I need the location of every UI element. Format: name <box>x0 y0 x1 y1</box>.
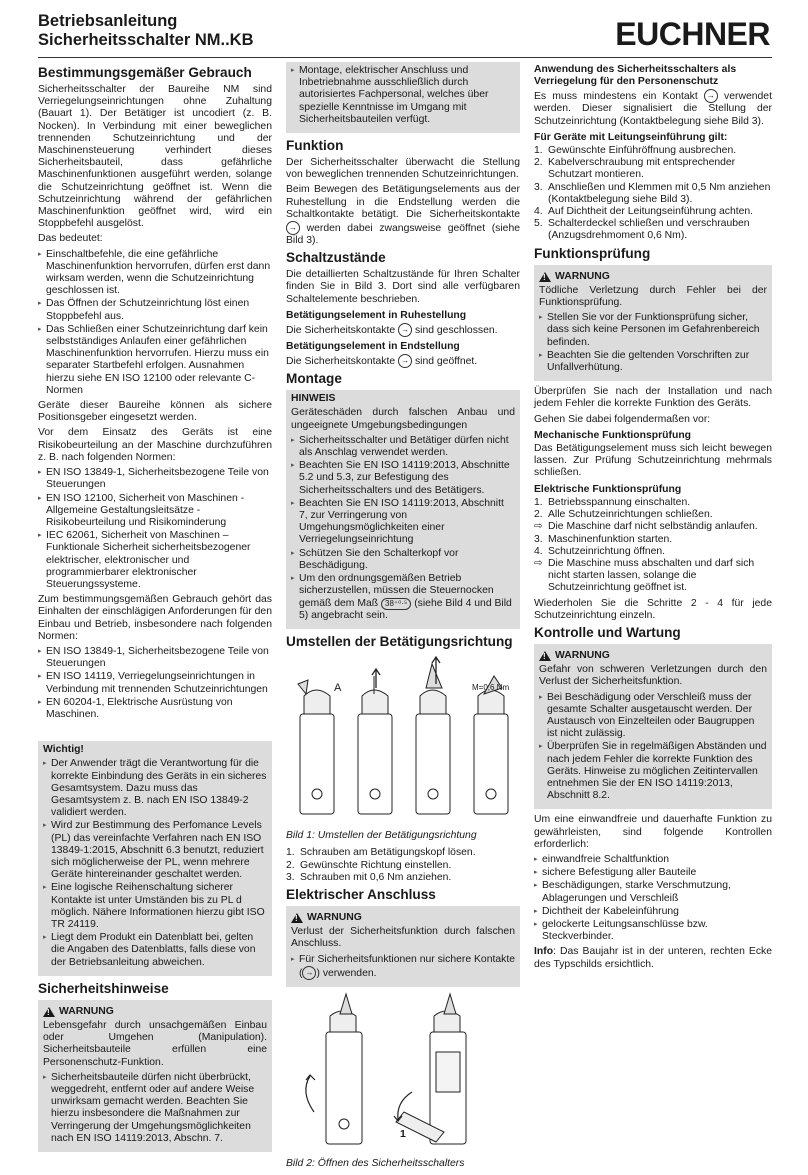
subheading-elektrisch: Elektrische Funktionsprüfung <box>534 483 682 495</box>
list-item: ▸ EN ISO 14119, Verriegelungseinrichtungen in Verbindung mit trennenden Schutzeinrichtungen <box>38 671 272 695</box>
paragraph: Die Sicherheitskontakte → sind geschlossen. <box>286 324 498 336</box>
warning-box <box>534 265 772 382</box>
warning-box <box>38 1000 272 1152</box>
warning-icon <box>43 1007 55 1017</box>
bullet-list <box>291 65 515 126</box>
bullet-list <box>539 692 767 803</box>
list-item: ▸ EN ISO 13849-1, Sicherheitsbezogene Teile von Steuerungen <box>38 467 272 491</box>
contact-symbol-icon: → <box>398 354 412 368</box>
list-item: 1. Gewünschte Einführöffnung ausbrechen. <box>534 145 737 157</box>
heading-montage: Montage <box>286 371 342 387</box>
figure-caption: Bild 2: Öffnen des Sicherheitsschalters <box>286 1157 465 1169</box>
list-item: ▸ sichere Befestigung aller Bauteile <box>534 867 772 879</box>
figure-label-torque: M=0,6 Nm <box>472 683 510 693</box>
subheading-anwendung: Anwendung des Sicherheitsschalters als Verriegelung für den Personenschutz <box>534 64 737 88</box>
warning-label: WARNUNG <box>555 270 610 282</box>
warning-icon <box>539 651 551 661</box>
list-item: 3. Maschinenfunktion starten. <box>534 533 673 545</box>
bullet-list <box>38 249 272 397</box>
paragraph: Gehen Sie dabei folgendermaßen vor: <box>534 413 711 425</box>
warning-label: WARNUNG <box>307 911 362 923</box>
list-item: ⇨ Die Maschine darf nicht selbständig anlaufen. <box>534 521 758 533</box>
list-item: ▸ IEC 62061, Sicherheit von Maschinen – Funktionale Sicherheit sicherheitsbezogener elektrischer, elektronischer und programmierbarer elektronischer Steuerungssysteme. <box>38 530 272 591</box>
important-box <box>38 741 272 976</box>
list-item: ▸ Sicherheitsschalter und Betätiger dürfen nicht als Anschlag verwendet werden. <box>291 435 515 459</box>
heading-funktion: Funktion <box>286 138 344 154</box>
paragraph: Verlust der Sicherheitsfunktion durch falschen Anschluss. <box>291 926 515 950</box>
list-item: ▸ Das Öffnen der Schutzeinrichtung löst einen Stoppbefehl aus. <box>38 298 272 322</box>
switch-4 <box>474 676 508 814</box>
brand-logo: EUCHNER <box>615 16 770 52</box>
switch-rotation-illustration <box>286 654 520 824</box>
list-item: ▸ Eine logische Reihenschaltung sicherer Kontakte ist unter Umständen bis zu PL d möglich. Nähere Informationen hierzu gibt ISO TR 24119. <box>43 882 267 931</box>
paragraph: Geräte dieser Baureihe können als sichere Positionsgeber eingesetzt werden. <box>38 400 272 424</box>
list-item: ▸ Überprüfen Sie in regelmäßigen Abständen und nach jedem Fehler die korrekte Funktion des Geräts. Hinweise zu möglichen Zeitintervallen entnehmen Sie der EN ISO 14119:2013, Abschnitt 8.2. <box>539 741 767 802</box>
heading-bestimmung: Bestimmungsgemäßer Gebrauch <box>38 65 252 80</box>
paragraph: Vor dem Einsatz des Geräts ist eine Risikobeurteilung an der Maschine durchzuführen z. B. nach folgenden Normen: <box>38 427 272 463</box>
paragraph: Es muss mindestens ein Kontakt → verwendet werden. Dieser signalisiert die Stellung der Schutzeinrichtung (Kontaktbelegung siehe Bild 3). <box>534 91 772 127</box>
heading-schaltzustaende: Schaltzustände <box>286 250 386 266</box>
header-rule <box>38 57 772 58</box>
bullet-list <box>43 1072 267 1145</box>
list-item: 2. Gewünschte Richtung einstellen. <box>286 859 452 871</box>
figure-label-a: A <box>334 682 342 695</box>
info-paragraph: Info: Das Baujahr ist in der unteren, rechten Ecke des Typschilds ersichtlich. <box>534 946 772 970</box>
numbered-list <box>534 145 772 243</box>
contact-symbol-icon: → <box>398 323 412 337</box>
paragraph: Die detaillierten Schaltzustände für Ihren Schalter finden Sie in Bild 3. Dort sind alle verfügbaren Schaltelemente beschrieben. <box>286 269 520 305</box>
column-1 <box>38 62 272 1157</box>
list-item: ▸ gelockerte Leitungsanschlüsse bzw. Steckverbinder. <box>534 919 772 943</box>
paragraph: Das bedeutet: <box>38 233 103 245</box>
bullet-list <box>291 954 515 980</box>
list-item: 2. Kabelverschraubung mit entsprechender Schutzart montieren. <box>534 157 736 181</box>
list-item: ▸ Bei Beschädigung oder Verschleiß muss der gesamte Schalter ausgetauscht werden. Der Austausch von Einzelteilen oder Baugruppen ist nicht zulässig. <box>539 692 767 741</box>
list-item: ▸ Stellen Sie vor der Funktionsprüfung sicher, dass sich keine Personen im Gefahrenbereich befinden. <box>539 312 767 349</box>
list-item: 1. Schrauben am Betätigungskopf lösen. <box>286 847 476 859</box>
paragraph: Gefahr von schweren Verletzungen durch den Verlust der Sicherheitsfunktion. <box>539 664 767 688</box>
heading-sicherheit: Sicherheitshinweise <box>38 980 169 996</box>
list-item: 4. Auf Dichtheit der Leitungseinführung achten. <box>534 206 754 218</box>
paragraph: Die Sicherheitskontakte → sind geöffnet. <box>286 356 478 367</box>
paragraph: Beim Bewegen des Betätigungselements aus der Ruhestellung in die Endstellung werden die Schaltkontakte betätigt. Die Sicherheitskontakte → werden dabei zwangsweise geöffnet (siehe Bild 3). <box>286 184 520 247</box>
list-item: 3. Anschließen und Klemmen mit 0,5 Nm anziehen (Kontaktbelegung siehe Bild 3). <box>534 181 771 205</box>
bullet-list <box>43 758 267 968</box>
continued-warning-box <box>286 62 520 133</box>
list-item: ⇨ Die Maschine muss abschalten und darf sich nicht starten lassen, solange die Schutzeinrichtung geöffnet ist. <box>534 557 755 594</box>
dimension-badge: 38⁺⁰·⁵ <box>381 598 411 610</box>
list-item: ▸ Sicherheitsbauteile dürfen nicht überbrückt, weggedreht, entfernt oder auf andere Weise unwirksam gemacht werden. Beachten Sie hierzu insbesondere die Maßnahmen zur Verringerung der Umgehungsmöglichkeiten nach EN ISO 14119:2013, Abschn. 7. <box>43 1072 267 1145</box>
figure-caption: Bild 1: Umstellen der Betätigungsrichtung <box>286 830 477 842</box>
column-2 <box>286 62 520 1175</box>
warning-icon <box>539 272 551 282</box>
heading-elektrisch: Elektrischer Anschluss <box>286 886 436 902</box>
list-item: ▸ Beachten Sie EN ISO 14119:2013, Abschnitte 5.2 und 5.3, zur Befestigung des Sicherheitsschalters und des Betätigers. <box>291 460 515 497</box>
doc-title-line1: Betriebsanleitung <box>38 12 178 30</box>
contact-symbol-icon: → <box>286 221 300 235</box>
list-item: ▸ Schützen Sie den Schalterkopf vor Beschädigung. <box>291 548 515 572</box>
switch-1 <box>298 680 334 814</box>
paragraph: Geräteschäden durch falschen Anbau und ungeeignete Umgebungsbedingungen <box>291 407 515 431</box>
heading-kontrolle: Kontrolle und Wartung <box>534 624 681 640</box>
figure-1 <box>286 654 520 828</box>
paragraph: Zum bestimmungsgemäßen Gebrauch gehört das Einhalten der einschlägigen Anforderungen für den Einbau und Betrieb, insbesondere nach folgenden Normen: <box>38 594 272 642</box>
switch-2 <box>358 676 392 814</box>
list-item: ▸ EN ISO 12100, Sicherheit von Maschinen - Allgemeine Gestaltungsleitsätze - Risikobeurteilung und Risikominderung <box>38 493 272 530</box>
page-number: 1 <box>400 1128 406 1140</box>
paragraph: Um eine einwandfreie und dauerhafte Funktion zu gewährleisten, sind folgende Kontrollen erforderlich: <box>534 814 772 850</box>
paragraph: Wiederholen Sie die Schritte 2 - 4 für jede Schutzeinrichtung einzeln. <box>534 597 772 621</box>
warning-label: WARNUNG <box>555 649 610 661</box>
bullet-list <box>539 312 767 374</box>
list-item: ▸ EN ISO 13849-1, Sicherheitsbezogene Teile von Steuerungen <box>38 646 272 670</box>
heading-umstellen: Umstellen der Betätigungsrichtung <box>286 633 513 649</box>
page-header <box>38 12 770 56</box>
paragraph: Tödliche Verletzung durch Fehler bei der Funktionsprüfung. <box>539 284 767 309</box>
list-item: ▸ Montage, elektrischer Anschluss und Inbetriebnahme ausschließlich durch autorisiertes Fachpersonal, welches über spezielle Kenntnisse im Umgang mit Sicherheitsbauteilen verfügt. <box>291 65 515 126</box>
paragraph: Lebensgefahr durch unsachgemäßen Einbau oder Umgehen (Manipulation). Sicherheitsbauteile erfüllen eine Personenschutz-Funktion. <box>43 1020 267 1068</box>
heading-funktionspruefung: Funktionsprüfung <box>534 245 651 261</box>
bullet-list <box>291 435 515 622</box>
list-item: 5. Schalterdeckel schließen und verschrauben (Anzugsdrehmoment 0,6 Nm). <box>534 218 750 242</box>
contact-symbol-icon: → <box>302 966 316 980</box>
list-item: ▸ Beachten Sie die geltenden Vorschriften zur Unfallverhütung. <box>539 350 767 374</box>
list-item: ▸ Liegt dem Produkt ein Datenblatt bei, gelten die Angaben des Datenblatts, falls diese von der Betriebsanleitung abweichen. <box>43 932 267 969</box>
list-item: ▸ Beschädigungen, starke Verschmutzung, Ablagerungen und Verschleiß <box>534 880 772 904</box>
note-box <box>286 390 520 629</box>
list-item: ▸ Einschaltbefehle, die eine gefährliche Maschinenfunktion hervorrufen, dürfen erst dann wirksam werden, wenn die Schutzeinrichtung geschlossen ist. <box>38 249 272 298</box>
note-title: HINWEIS <box>291 393 336 405</box>
list-item: ▸ Um den ordnungsgemäßen Betrieb sicherzustellen, müssen die Steuernocken gemäß dem Maß 38⁺⁰·⁵ (siehe Bild 4 und Bild 5) angebracht sein. <box>291 573 515 622</box>
subheading-leitung: Für Geräte mit Leitungseinführung gilt: <box>534 131 728 143</box>
bullet-list <box>38 467 272 591</box>
list-item: ▸ Dichtheit der Kabeleinführung <box>534 906 772 918</box>
list-item: ▸ Wird zur Bestimmung des Perfomance Levels (PL) das vereinfachte Verfahren nach EN ISO 13849-1:2015, Abschnitt 6.3 benutzt, reduziert sich möglicherweise der PL, wenn mehrere Geräte hintereinander geschaltet werden. <box>43 820 267 881</box>
paragraph: Das Betätigungselement muss sich leicht bewegen lassen. Zur Prüfung Schutzeinrichtung mehrmals schließen. <box>534 443 772 479</box>
list-item: 3. Schrauben mit 0,6 Nm anziehen. <box>286 871 452 883</box>
subheading-end: Betätigungselement in Endstellung <box>286 341 460 353</box>
list-item: ▸ Für Sicherheitsfunktionen nur sichere Kontakte ( → ) verwenden. <box>291 954 515 980</box>
list-item: ▸ Beachten Sie EN ISO 14119:2013, Abschnitt 7, zur Verringerung von Umgehungsmöglichkeiten einer Verriegelungseinrichtung <box>291 498 515 547</box>
list-item: 2. Alle Schutzeinrichtungen schließen. <box>534 509 713 521</box>
list-item: ▸ EN 60204-1, Elektrische Ausrüstung von Maschinen. <box>38 697 272 721</box>
bullet-list <box>534 854 772 943</box>
subheading-ruhe: Betätigungselement in Ruhestellung <box>286 309 467 321</box>
warning-box <box>286 906 520 987</box>
list-item: 4. Schutzeinrichtung öffnen. <box>534 545 666 557</box>
paragraph: Sicherheitsschalter der Baureihe NM sind Verriegelungseinrichtungen ohne Zuhaltung (Bauart 1). Der Betätiger ist uncodiert (z. B. Nocken). In Verbindung mit einer beweglichen trennenden Schutzeinrichtung und der Maschinensteuerung verhindert dieses Sicherheitsbauteil, dass gefährliche Maschinenfunktionen ausgeführt werden, solange die Schutzeinrichtung geöffnet ist. Wenn die Schutzeinrichtung während der gefährlichen Maschinenfunktion geöffnet wird, wird ein Stoppbefehl ausgelöst. <box>38 84 272 230</box>
contact-symbol-icon: → <box>704 89 718 103</box>
switch-3 <box>416 664 450 814</box>
paragraph: Überprüfen Sie nach der Installation und nach jedem Fehler die korrekte Funktion des Geräts. <box>534 386 772 410</box>
subheading-mechanisch: Mechanische Funktionsprüfung <box>534 429 692 441</box>
list-item: ▸ Das Schließen einer Schutzeinrichtung darf kein selbstständiges Anlaufen einer gefährlichen Maschinenfunktion hervorrufen. Hierzu muss ein separater Startbefehl erfolgen. Ausnahmen hierzu siehe EN ISO 12100 oder relevante C-Normen <box>38 324 272 397</box>
warning-icon <box>291 913 303 923</box>
bullet-list <box>38 646 272 721</box>
doc-title-line2: Sicherheitsschalter NM..KB <box>38 31 254 49</box>
warning-box <box>534 644 772 809</box>
list-item: ▸ Der Anwender trägt die Verantwortung für die korrekte Einbindung des Geräts in ein sicheres Gesamtsystem. Dazu muss das Gesamtsystem z. B. nach EN ISO 13849-2 validiert werden. <box>43 758 267 819</box>
numbered-list <box>286 847 520 884</box>
paragraph: Der Sicherheitsschalter überwacht die Stellung von beweglichen trennenden Schutzeinrichtungen. <box>286 157 520 181</box>
warning-label: WARNUNG <box>59 1005 114 1017</box>
list-item: 1. Betriebsspannung einschalten. <box>534 496 691 508</box>
column-3 <box>534 62 772 974</box>
important-title: Wichtig! <box>43 744 84 756</box>
list-item: ▸ einwandfreie Schaltfunktion <box>534 854 772 866</box>
numbered-list <box>534 497 772 595</box>
